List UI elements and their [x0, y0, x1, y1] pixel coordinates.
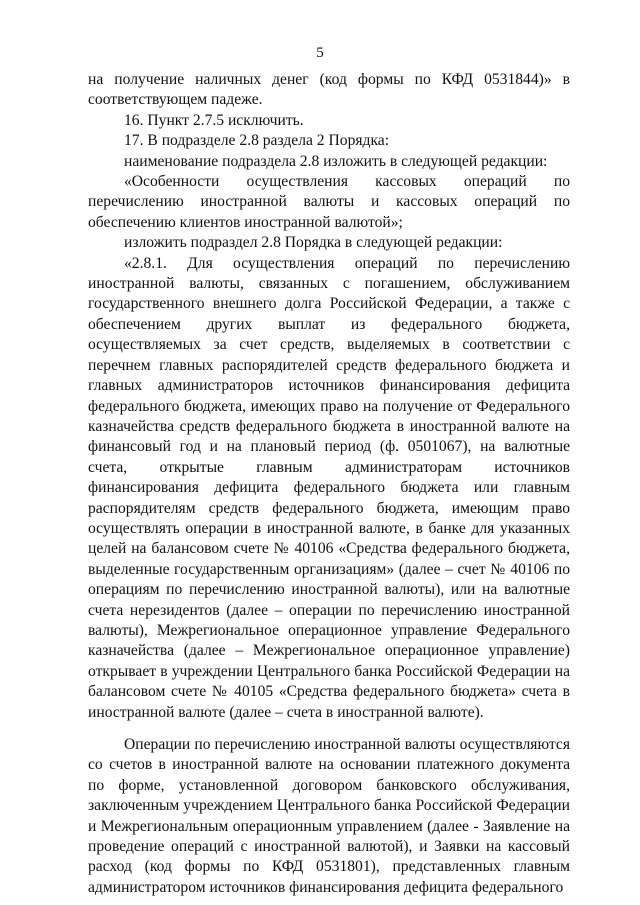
paragraph-2-8-1: «2.8.1. Для осуществления операций по перечислению иностранной валюты, связанных с погашением, обслуживанием государственного внешнего долга Российской Федерации, а также с обеспечением других выплат из федерального бюджета, осуществляемых за счет средств, выделяемых в соответствии с перечнем главных распорядителей средств федерального бюджета и главных администраторов источников финансирования дефицита федерального бюджета, имеющих право на получение от Федерального казначейства средств федерального бюджета в иностранной валюте на финансовый год и на плановый период (ф. 0501067), на валютные счета, открытые главным администраторам источников финансирования дефицита федерального бюджета или главным распорядителям средств федерального бюджета, имеющим право осуществлять операции в иностранной валюте, в банке для указанных целей на балансовом счете № 40106 «Средства федерального бюджета, выделенные государственным организациям» (далее – счет № 40106 по операциям по перечислению иностранной валюты), или на валютные счета нерезидентов (далее – операции по перечислению иностранной валюты), Межрегиональное операционное управление Федерального казначейства (далее – Межрегиональное операционное управление) открывает в учреждении Центрального банка Российской Федерации на балансовом счете № 40105 «Средства федерального бюджета» счета в иностранной валюте (далее – счета в иностранной валюте).: [88, 254, 570, 721]
paragraph-subsection-title: «Особенности осуществления кассовых операций по перечислению иностранной валюты и кассовых операций по обеспечению клиентов иностранной валютой»;: [88, 173, 570, 231]
page-number: 5: [316, 45, 324, 61]
paragraph-subsection-name-instruction: наименование подраздела 2.8 изложить в следующей редакции:: [124, 152, 548, 170]
paragraph-continuation: на получение наличных денег (код формы по КФД 0531844)» в соответствующем падеже.: [88, 71, 570, 109]
paragraph-operations: Операции по перечислению иностранной валюты осуществляются со счетов в иностранной валюте на основании платежного документа по форме, установленной договором банковского обслуживания, заключенным учреждением Центрального банка Российской Федерации и Межрегиональным операционным управлением (далее - Заявление на проведение операций с иностранной валютой), и Заявки на кассовый расход (код формы по КФД 0531801), представленных главным администратором источников финансирования дефицита федерального: [88, 736, 570, 896]
paragraph-subsection-instruction: изложить подраздел 2.8 Порядка в следующей редакции:: [124, 234, 503, 252]
document-body: [88, 70, 570, 898]
paragraph-item-17: 17. В подразделе 2.8 раздела 2 Порядка:: [124, 132, 390, 150]
paragraph-item-16: 16. Пункт 2.7.5 исключить.: [124, 111, 304, 129]
